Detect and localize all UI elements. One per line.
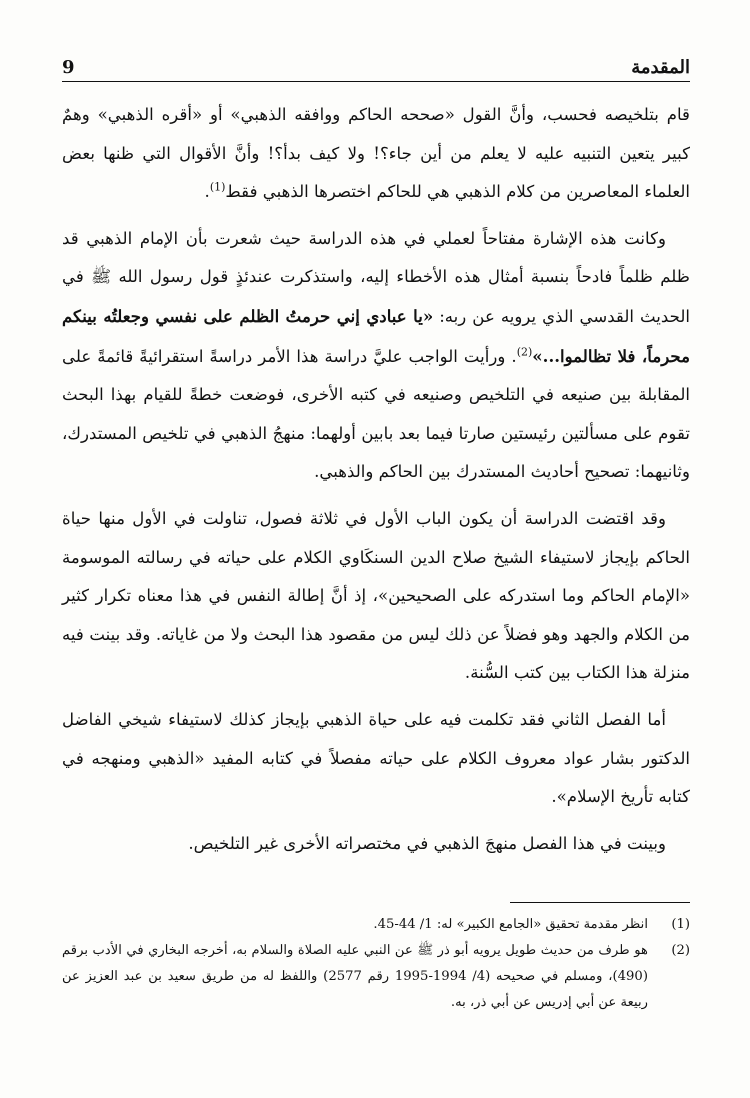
paragraph-4: أما الفصل الثاني فقد تكلمت فيه على حياة الذهبي بإيجاز كذلك لاستيفاء شيخي الفاضل الدكتور بشار عواد معروف الكلام على حياته مفصلاً في كتابه المفيد «الذهبي ومنهجه في كتابه تأريخ الإسلام». — [62, 709, 690, 807]
footnote-divider — [510, 902, 690, 903]
chapter-title: المقدمة — [631, 57, 690, 78]
paragraph-2 — [62, 220, 690, 492]
footnote-number: (1) — [671, 917, 690, 932]
footnote-number: (2) — [671, 943, 690, 958]
paragraph-2-continuation: . ورأيت الواجب عليَّ دراسة هذا الأمر دراسةً استقرائيةً قائمةً على المقابلة بين صنيعه في التلخيص وصنيعه في كتبه الأخرى، فوضعت خطةً للقيام بهذا البحث تقوم على مسألتين رئيستين صارتا فيما بعد بابين أولهما: منهجُ الذهبي في تلخيص المستدرك، وثانيهما: تصحيح أحاديث المستدرك بين الحاكم والذهبي. — [62, 346, 690, 482]
paragraph-2-text: وكانت هذه الإشارة مفتاحاً لعملي في هذه الدراسة حيث شعرت بأن الإمام الذهبي قد ظلم ظلماً فادحاً بنسبة أمثال هذه الأخطاء إليه، واستذكرت عندئذٍ قول رسول الله ﷺ في الحديث القدسي الذي يرويه عن ربه: — [62, 228, 690, 326]
footnote-2 — [62, 938, 690, 1016]
page-number: 9 — [62, 57, 75, 78]
footnote-ref-1: (1) — [209, 180, 226, 194]
paragraph-1-text: قام بتلخيصه فحسب، وأنَّ القول «صححه الحاكم ووافقه الذهبي» أو «أقره الذهبي» وهمٌ كبير يتعين التنبيه عليه لا يعلم من أين جاء؟! ولا كيف بدأ؟! وأنَّ الأقوال التي ظنها بعض العلماء المعاصرين من كلام الذهبي هي للحاكم اختصرها الذهبي فقط — [62, 105, 690, 202]
running-header — [62, 50, 690, 82]
footnote-1 — [62, 912, 690, 938]
paragraph-3: وقد اقتضت الدراسة أن يكون الباب الأول في ثلاثة فصول، تناولت في الأول منها حياة الحاكم بإيجاز لاستيفاء الشيخ صلاح الدين السنكَاوي الكلام على حياته في رسالته الموسومة «الإمام الحاكم وما استدركه على الصحيحين»، إذ أنَّ إطالة النفس في هذا معناه تكرار كثير من الكلام والجهد وهو فضلاً عن ذلك ليس من مقصود هذا البحث ولا من غاياته. وقد بينت فيه منزلة هذا الكتاب بين كتب السُّنة. — [62, 508, 690, 683]
hadith-quote: «يا عبادي إني حرمتُ الظلم على نفسي وجعلتُه بينكم محرماً، فلا تظالموا...» — [62, 305, 690, 366]
footnote-text: انظر مقدمة تحقيق «الجامع الكبير» له: 1/ 44-45. — [373, 917, 648, 932]
book-page — [62, 50, 690, 1060]
footnote-ref-2: (2) — [516, 345, 533, 359]
footnote-text: هو طرف من حديث طويل يرويه أبو ذر ﷺ عن النبي عليه الصلاة والسلام به، أخرجه البخاري في الأدب برقم (490)، ومسلم في صحيحه (4/ 1994-1995 رقم 2577) واللفظ له من طريق سعيد بن عبد العزيز عن ربيعة عن أبي إدريس عن أبي ذر، به. — [62, 943, 648, 1010]
paragraph-1-end: . — [204, 182, 210, 202]
paragraph-1 — [62, 96, 690, 212]
body-text — [62, 96, 690, 863]
paragraph-5: وبينت في هذا الفصل منهجَ الذهبي في مختصراته الأخرى غير التلخيص. — [188, 833, 666, 853]
footnotes — [62, 912, 690, 1016]
